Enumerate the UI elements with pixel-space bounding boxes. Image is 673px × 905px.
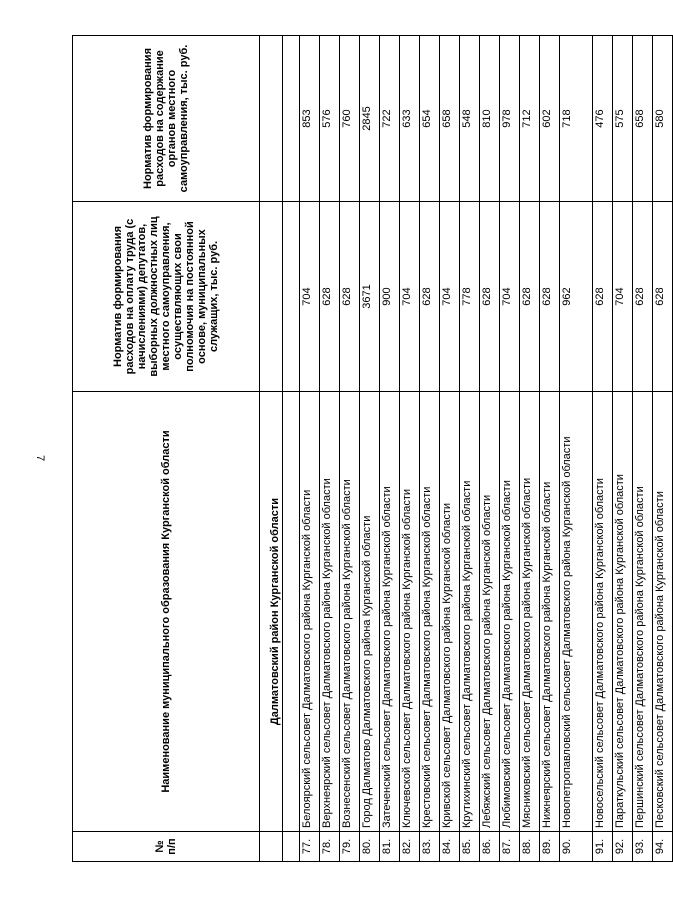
row-number: 93. <box>633 832 653 862</box>
section-title: Далматовский район Курганской области <box>260 392 283 832</box>
row-number: 79. <box>340 832 360 862</box>
table-row <box>540 36 560 862</box>
row-norm-maintenance: 810 <box>480 36 500 202</box>
row-number: 80. <box>360 832 380 862</box>
table-row <box>613 36 633 862</box>
blank-row <box>283 36 300 862</box>
row-norm-maintenance: 548 <box>460 36 480 202</box>
row-norm-salary: 628 <box>320 202 340 392</box>
row-norm-maintenance: 853 <box>300 36 320 202</box>
row-norm-maintenance: 580 <box>653 36 673 202</box>
row-norm-salary: 628 <box>540 202 560 392</box>
row-number: 78. <box>320 832 340 862</box>
row-norm-salary: 704 <box>400 202 420 392</box>
table-row <box>300 36 320 862</box>
table-row <box>380 36 400 862</box>
row-norm-maintenance: 718 <box>560 36 593 202</box>
table-row <box>633 36 653 862</box>
row-norm-salary: 628 <box>340 202 360 392</box>
row-norm-salary: 628 <box>593 202 613 392</box>
row-name: Новопетропавловский сельсовет Далматовского района Курганской области <box>560 392 593 832</box>
row-name: Любимовский сельсовет Далматовского района Курганской области <box>500 392 520 832</box>
row-name: Город Далматово Далматовского района Курганской области <box>360 392 380 832</box>
row-name: Верхнеярский сельсовет Далматовского района Курганской области <box>320 392 340 832</box>
row-norm-salary: 3671 <box>360 202 380 392</box>
row-norm-salary: 778 <box>460 202 480 392</box>
table-row <box>420 36 440 862</box>
header-num: № п/п <box>73 832 260 862</box>
row-name: Ключевской сельсовет Далматовского района Курганской области <box>400 392 420 832</box>
row-norm-maintenance: 722 <box>380 36 400 202</box>
row-number: 84. <box>440 832 460 862</box>
row-name: Вознесенский сельсовет Далматовского района Курганской области <box>340 392 360 832</box>
row-norm-salary: 704 <box>300 202 320 392</box>
row-name: Новосельский сельсовет Далматовского района Курганской области <box>593 392 613 832</box>
row-norm-salary: 628 <box>520 202 540 392</box>
row-norm-maintenance: 633 <box>400 36 420 202</box>
row-number: 88. <box>520 832 540 862</box>
row-name: Крутихинский сельсовет Далматовского района Курганской области <box>460 392 480 832</box>
row-norm-maintenance: 654 <box>420 36 440 202</box>
row-number: 82. <box>400 832 420 862</box>
rotated-table-container <box>72 36 666 862</box>
row-norm-salary: 628 <box>480 202 500 392</box>
row-name: Нижнеярский сельсовет Далматовского района Курганской области <box>540 392 560 832</box>
table-row <box>460 36 480 862</box>
row-number: 87. <box>500 832 520 862</box>
row-norm-salary: 704 <box>613 202 633 392</box>
row-norm-salary: 962 <box>560 202 593 392</box>
norms-table <box>72 35 673 862</box>
row-number: 94. <box>653 832 673 862</box>
row-number: 86. <box>480 832 500 862</box>
table-header-row <box>73 36 260 862</box>
row-name: Мясниковский сельсовет Далматовского района Курганской области <box>520 392 540 832</box>
table-body <box>260 36 673 862</box>
row-name: Першинский сельсовет Далматовского района Курганской области <box>633 392 653 832</box>
table-row <box>560 36 593 862</box>
row-norm-salary: 628 <box>653 202 673 392</box>
table-row <box>400 36 420 862</box>
row-number: 85. <box>460 832 480 862</box>
header-name: Наименование муниципального образования Курганской области <box>73 392 260 832</box>
row-norm-maintenance: 576 <box>320 36 340 202</box>
row-norm-salary: 628 <box>420 202 440 392</box>
table-row <box>593 36 613 862</box>
row-norm-salary: 628 <box>633 202 653 392</box>
row-norm-maintenance: 575 <box>613 36 633 202</box>
table-row <box>320 36 340 862</box>
row-number: 83. <box>420 832 440 862</box>
table-row <box>480 36 500 862</box>
table-row <box>360 36 380 862</box>
row-number: 81. <box>380 832 400 862</box>
row-number: 92. <box>613 832 633 862</box>
row-name: Параткульский сельсовет Далматовского района Курганской области <box>613 392 633 832</box>
row-name: Затеченский сельсовет Далматовского района Курганской области <box>380 392 400 832</box>
header-norm-maintenance: Норматив формирования расходов на содержание органов местного самоуправления, тыс. руб. <box>73 36 260 202</box>
row-norm-maintenance: 712 <box>520 36 540 202</box>
header-norm-salary: Норматив формирования расходов на оплату труда (с начислениями) депутатов, выборных должностных лиц местного самоуправления, осуществляющих свои полномочия на постоянной основе, муниципальных служащих, тыс. руб. <box>73 202 260 392</box>
row-number: 89. <box>540 832 560 862</box>
table-row <box>440 36 460 862</box>
row-norm-maintenance: 978 <box>500 36 520 202</box>
row-name: Белоярский сельсовет Далматовского района Курганской области <box>300 392 320 832</box>
row-name: Крестовский сельсовет Далматовского района Курганской области <box>420 392 440 832</box>
table-row <box>340 36 360 862</box>
row-name: Песковский сельсовет Далматовского района Курганской области <box>653 392 673 832</box>
table-row <box>500 36 520 862</box>
row-number: 91. <box>593 832 613 862</box>
row-norm-maintenance: 658 <box>440 36 460 202</box>
row-name: Кривской сельсовет Далматовского района Курганской области <box>440 392 460 832</box>
page-number: 7 <box>34 454 46 462</box>
row-number: 90. <box>560 832 593 862</box>
row-norm-maintenance: 760 <box>340 36 360 202</box>
row-norm-maintenance: 2845 <box>360 36 380 202</box>
table-row <box>520 36 540 862</box>
row-number: 77. <box>300 832 320 862</box>
table-row <box>653 36 673 862</box>
row-norm-maintenance: 658 <box>633 36 653 202</box>
row-norm-salary: 704 <box>500 202 520 392</box>
row-norm-salary: 704 <box>440 202 460 392</box>
row-norm-maintenance: 476 <box>593 36 613 202</box>
row-norm-maintenance: 602 <box>540 36 560 202</box>
row-name: Лебяжский сельсовет Далматовского района Курганской области <box>480 392 500 832</box>
section-row <box>260 36 283 862</box>
row-norm-salary: 900 <box>380 202 400 392</box>
